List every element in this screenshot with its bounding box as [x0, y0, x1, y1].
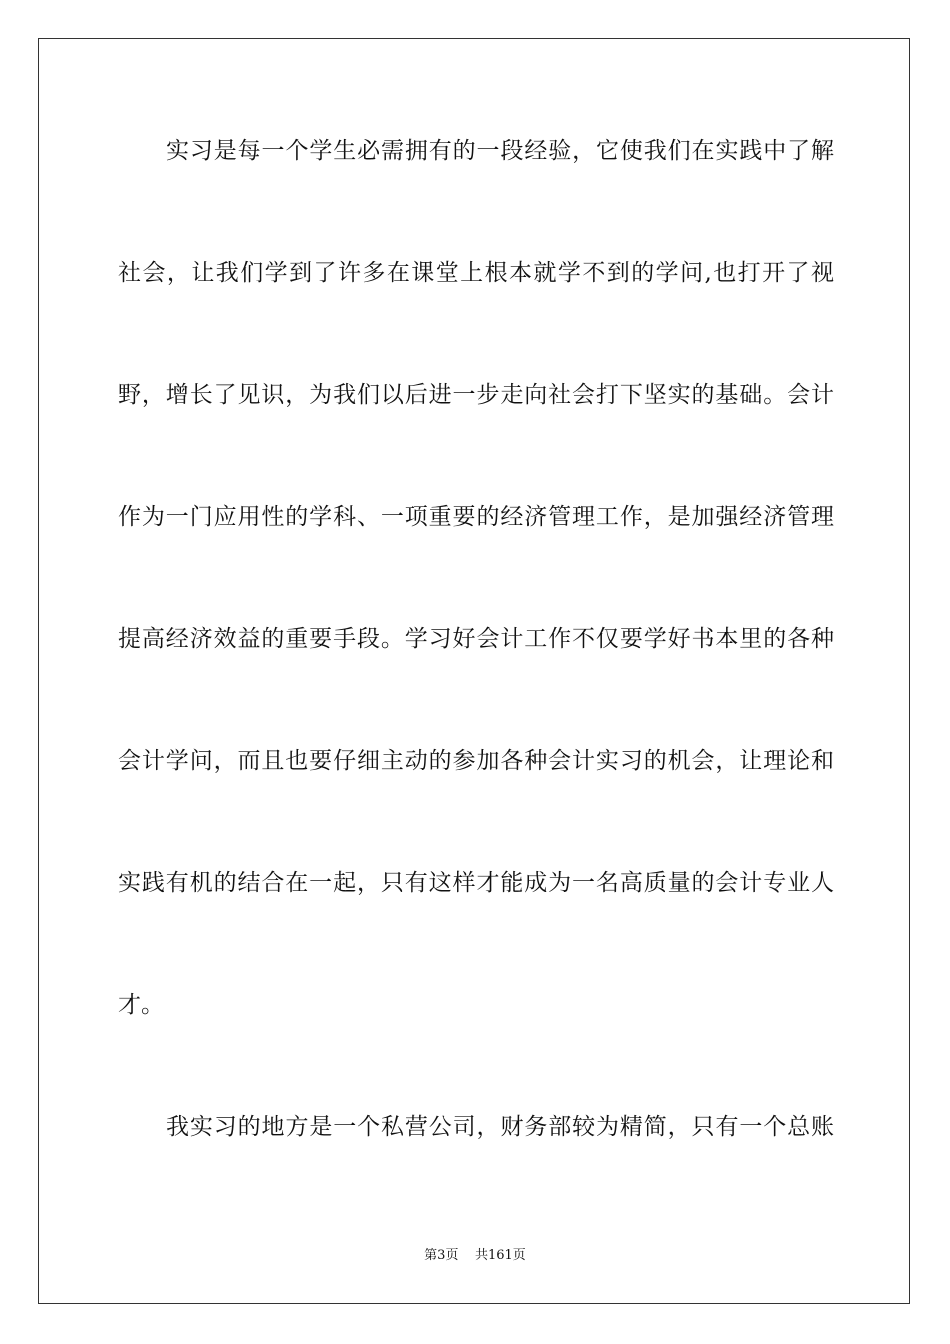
paragraph-1-line-2: 社会，让我们学到了许多在课堂上根本就学不到的学问,也打开了视	[118, 260, 834, 286]
paragraph-1-line-7: 实践有机的结合在一起，只有这样才能成为一名高质量的会计专业人	[118, 870, 834, 896]
page-number: 第3页	[424, 1248, 459, 1263]
paragraph-1-line-4: 作为一门应用性的学科、一项重要的经济管理工作，是加强经济管理	[118, 504, 834, 530]
paragraph-1-line-6: 会计学问，而且也要仔细主动的参加各种会计实习的机会，让理论和	[118, 748, 834, 774]
paragraph-2-line-1: 我实习的地方是一个私营公司，财务部较为精简，只有一个总账	[166, 1114, 834, 1140]
total-pages: 共161页	[474, 1248, 526, 1263]
paragraph-1-line-8: 才。	[118, 992, 164, 1018]
paragraph-1-line-5: 提高经济效益的重要手段。学习好会计工作不仅要学好书本里的各种	[118, 626, 834, 652]
page-footer	[0, 1247, 950, 1265]
paragraph-1-line-3: 野，增长了见识，为我们以后进一步走向社会打下坚实的基础。会计	[118, 382, 834, 408]
paragraph-1-line-1: 实习是每一个学生必需拥有的一段经验，它使我们在实践中了解	[166, 138, 834, 164]
